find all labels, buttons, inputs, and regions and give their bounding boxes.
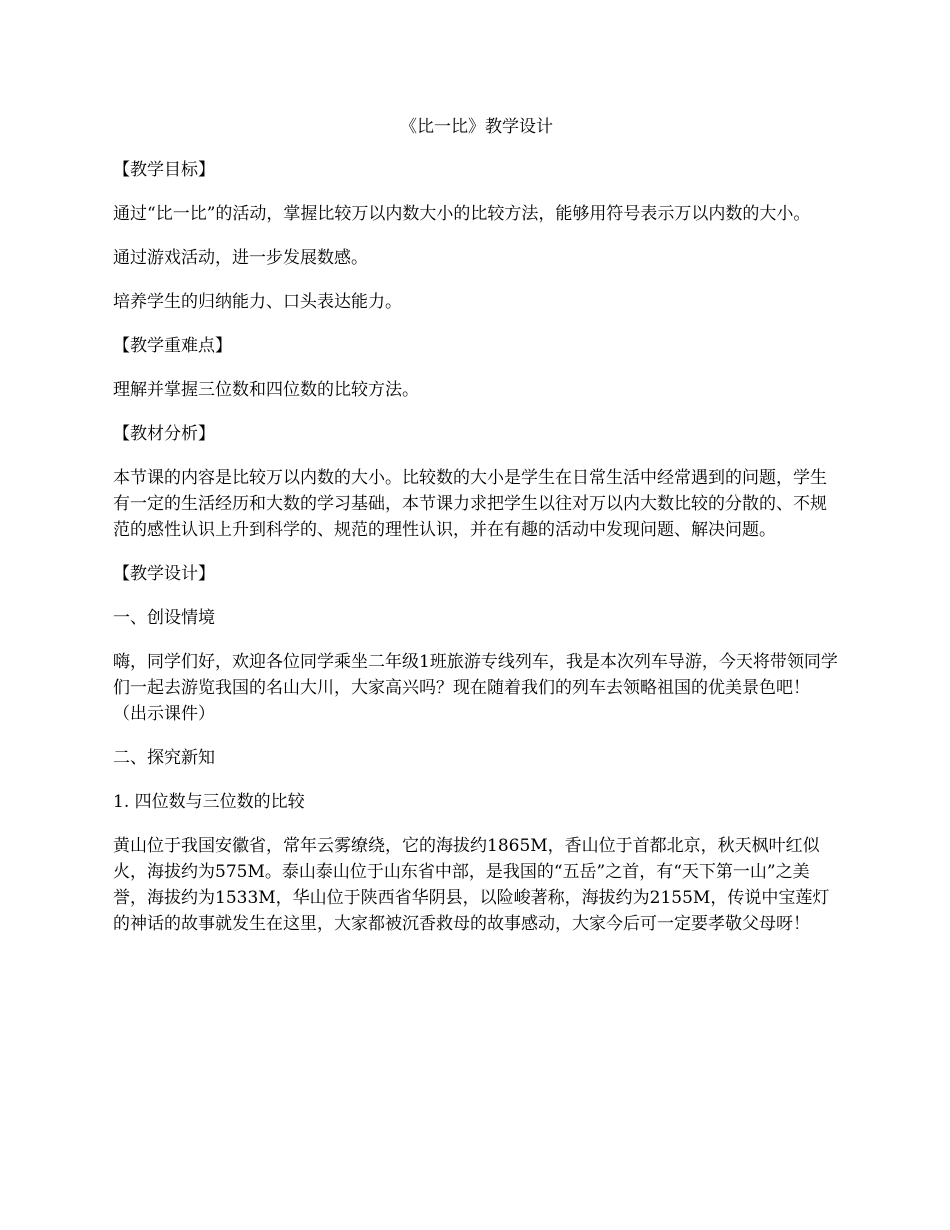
- section-heading-material-analysis: 【教材分析】: [113, 424, 215, 444]
- paragraph-mountains: 黄山位于我国安徽省，常年云雾缭绕，它的海拔约1865M，香山位于首都北京，秋天枫叶红似火，海拔约为575M。泰山泰山位于山东省中部，是我国的“五岳”之首，有“天下第一山”之美誉，海拔约为1533M，华山位于陕西省华阴县，以险峻著称，海拔约为2155M，传说中宝莲灯的神话的故事就发生在这里，大家都被沉香救母的故事感动，大家今后可一定要孝敬父母呀！: [113, 836, 830, 934]
- subheading-explore-new-knowledge: 二、探究新知: [113, 748, 215, 768]
- document-title: 《比一比》教学设计: [400, 117, 553, 137]
- paragraph-key-points: 理解并掌握三位数和四位数的比较方法。: [113, 380, 419, 400]
- subheading-four-vs-three-digit: 1. 四位数与三位数的比较: [113, 792, 305, 812]
- paragraph-objective-1: 通过“比一比”的活动，掌握比较万以内数大小的比较方法，能够用符号表示万以内数的大小。: [113, 204, 811, 224]
- section-heading-objectives: 【教学目标】: [113, 160, 215, 180]
- section-heading-key-points: 【教学重难点】: [113, 336, 232, 356]
- section-heading-teaching-design: 【教学设计】: [113, 564, 215, 584]
- subheading-create-scenario: 一、创设情境: [113, 608, 215, 628]
- paragraph-objective-3: 培养学生的归纳能力、口头表达能力。: [113, 292, 402, 312]
- paragraph-material-analysis: 本节课的内容是比较万以内数的大小。比较数的大小是学生在日常生活中经常遇到的问题，学生有一定的生活经历和大数的学习基础，本节课力求把学生以往对万以内大数比较的分散的、不规范的感性认识上升到科学的、规范的理性认识，并在有趣的活动中发现问题、解决问题。: [113, 468, 827, 540]
- paragraph-scenario: 嗨，同学们好，欢迎各位同学乘坐二年级1班旅游专线列车，我是本次列车导游，今天将带领同学们一起去游览我国的名山大川，大家高兴吗？现在随着我们的列车去领略祖国的优美景色吧！（出示课件）: [113, 652, 838, 724]
- paragraph-objective-2: 通过游戏活动，进一步发展数感。: [113, 248, 368, 268]
- document-body: [113, 112, 840, 955]
